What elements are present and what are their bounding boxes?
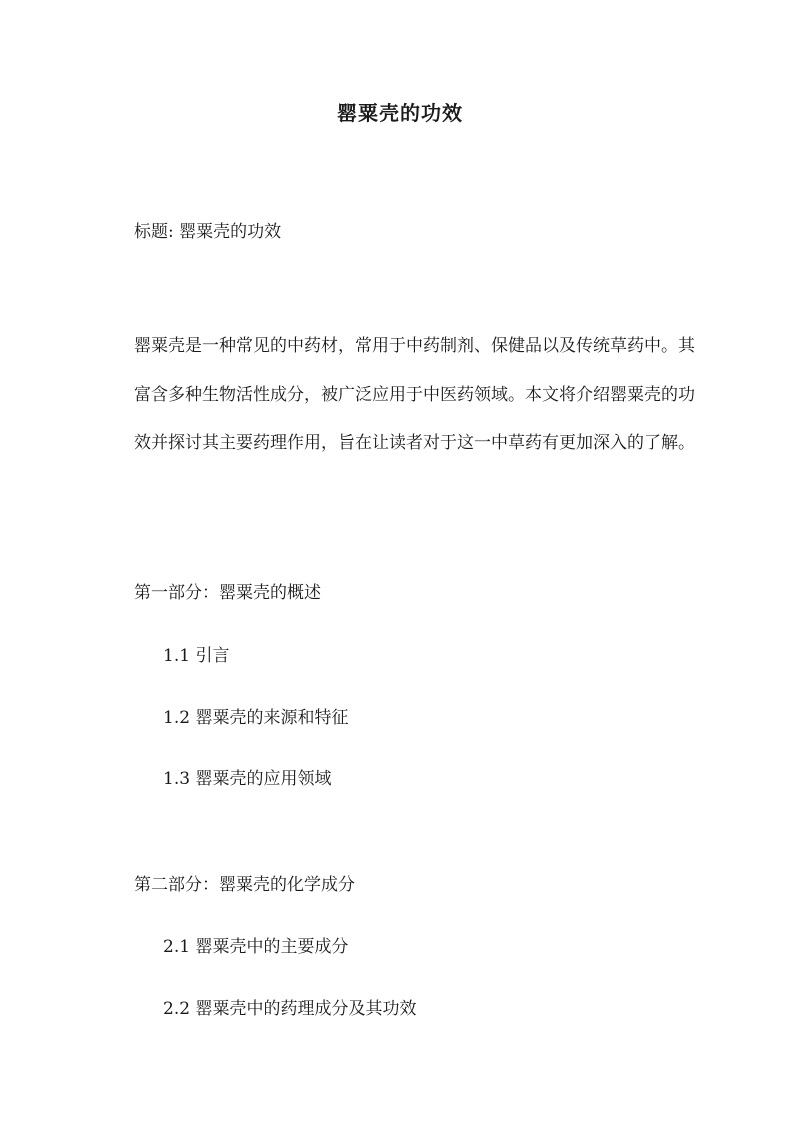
intro-paragraph: 罂粟壳是一种常见的中药材，常用于中药制剂、保健品以及传统草药中。其富含多种生物活性成分，被广泛应用于中医药领域。本文将介绍罂粟壳的功效并探讨其主要药理作用，旨在让读者对于这一中草药有更加深入的了解。 — [134, 336, 695, 453]
title-label-line: 标题: 罂粟壳的功效 — [134, 222, 282, 242]
list-item: 1.1 引言 — [163, 646, 230, 666]
list-item: 2.1 罂粟壳中的主要成分 — [163, 937, 349, 957]
list-item: 2.2 罂粟壳中的药理成分及其功效 — [163, 999, 417, 1019]
page-title: 罂粟壳的功效 — [337, 101, 463, 125]
list-item: 1.2 罂粟壳的来源和特征 — [163, 708, 349, 728]
section-heading-chemistry: 第二部分：罂粟壳的化学成分 — [134, 875, 355, 895]
section-heading-overview: 第一部分：罂粟壳的概述 — [134, 583, 321, 603]
list-item: 1.3 罂粟壳的应用领域 — [163, 769, 332, 789]
